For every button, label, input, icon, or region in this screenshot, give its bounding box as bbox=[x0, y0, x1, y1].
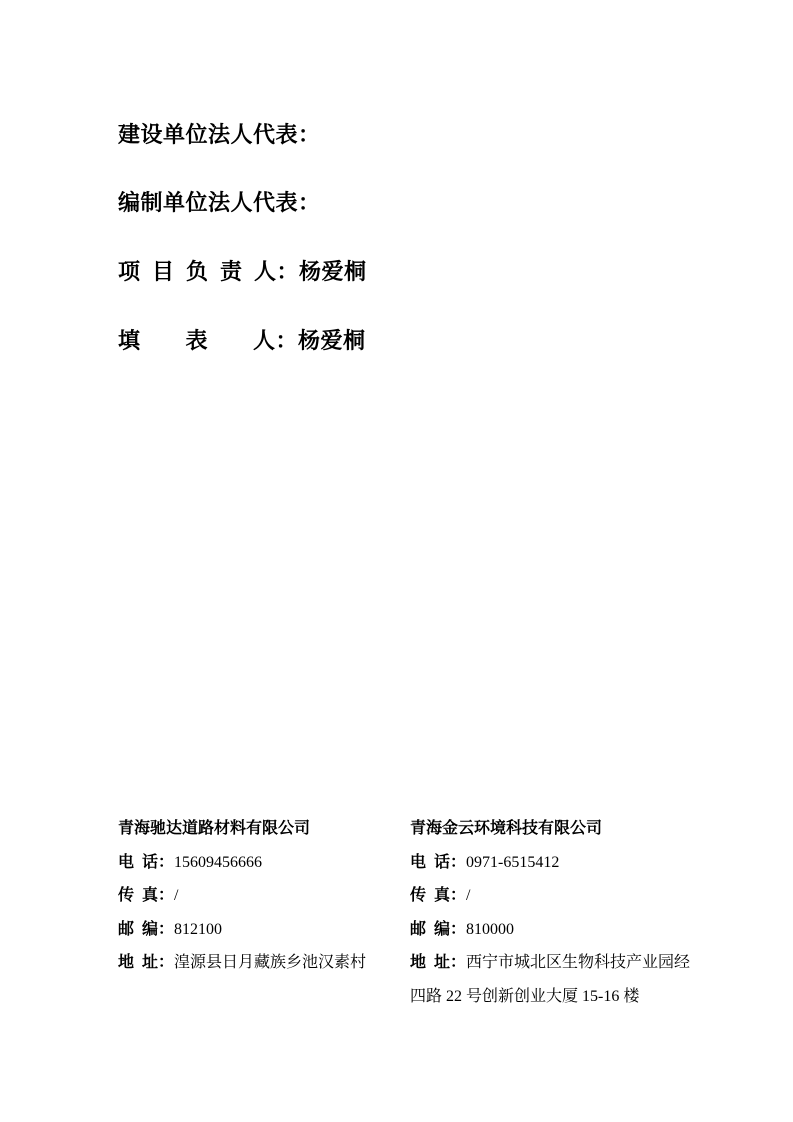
phone-label: 电 话： bbox=[118, 853, 175, 871]
form-filler-value: 杨爱桐 bbox=[298, 328, 366, 353]
postcode-value: 810000 bbox=[466, 920, 515, 938]
construction-legal-rep-label: 建设单位法人代表： bbox=[118, 122, 321, 147]
construction-postcode-row bbox=[118, 913, 418, 947]
address-value: 湟源县日月藏族乡池汉素村 bbox=[174, 954, 367, 971]
project-leader-label: 项 目 负 责 人： bbox=[118, 259, 300, 284]
compiler-postcode-row bbox=[410, 913, 750, 947]
fax-value: / bbox=[466, 887, 471, 904]
project-leader-value: 杨爱桐 bbox=[299, 259, 367, 284]
compiler-phone-row bbox=[410, 846, 750, 880]
postcode-value: 812100 bbox=[174, 920, 223, 938]
construction-fax-row bbox=[118, 879, 418, 913]
compiler-fax-row bbox=[410, 879, 750, 913]
address-label: 地 址： bbox=[118, 954, 175, 971]
compiler-legal-rep-label: 编制单位法人代表： bbox=[118, 190, 321, 215]
address-label: 地 址： bbox=[410, 954, 467, 971]
compiler-company-contact-block bbox=[410, 812, 750, 1013]
fax-value: / bbox=[174, 887, 179, 904]
fax-label: 传 真： bbox=[410, 887, 467, 904]
construction-company-name: 青海驰达道路材料有限公司 bbox=[118, 820, 311, 837]
construction-phone-row bbox=[118, 846, 418, 880]
compiler-address-row bbox=[410, 946, 750, 1013]
phone-value: 0971-6515412 bbox=[466, 853, 560, 871]
construction-legal-rep-line bbox=[118, 120, 321, 150]
fax-label: 传 真： bbox=[118, 887, 175, 904]
construction-company-contact-block bbox=[118, 812, 418, 980]
form-filler-label: 填 表 人： bbox=[118, 328, 299, 353]
compiler-legal-rep-line bbox=[118, 188, 321, 218]
compiler-company-name: 青海金云环境科技有限公司 bbox=[410, 820, 603, 837]
phone-value: 15609456666 bbox=[174, 853, 263, 871]
address-value-line2: 四路 22 号创新创业大厦 15-16 楼 bbox=[410, 987, 640, 1005]
form-filler-line bbox=[118, 326, 366, 356]
project-leader-line bbox=[118, 257, 367, 287]
phone-label: 电 话： bbox=[410, 853, 467, 871]
postcode-label: 邮 编： bbox=[118, 920, 175, 938]
construction-address-row bbox=[118, 946, 418, 980]
address-value: 西宁市城北区生物科技产业园经 bbox=[466, 954, 691, 971]
postcode-label: 邮 编： bbox=[410, 920, 467, 938]
